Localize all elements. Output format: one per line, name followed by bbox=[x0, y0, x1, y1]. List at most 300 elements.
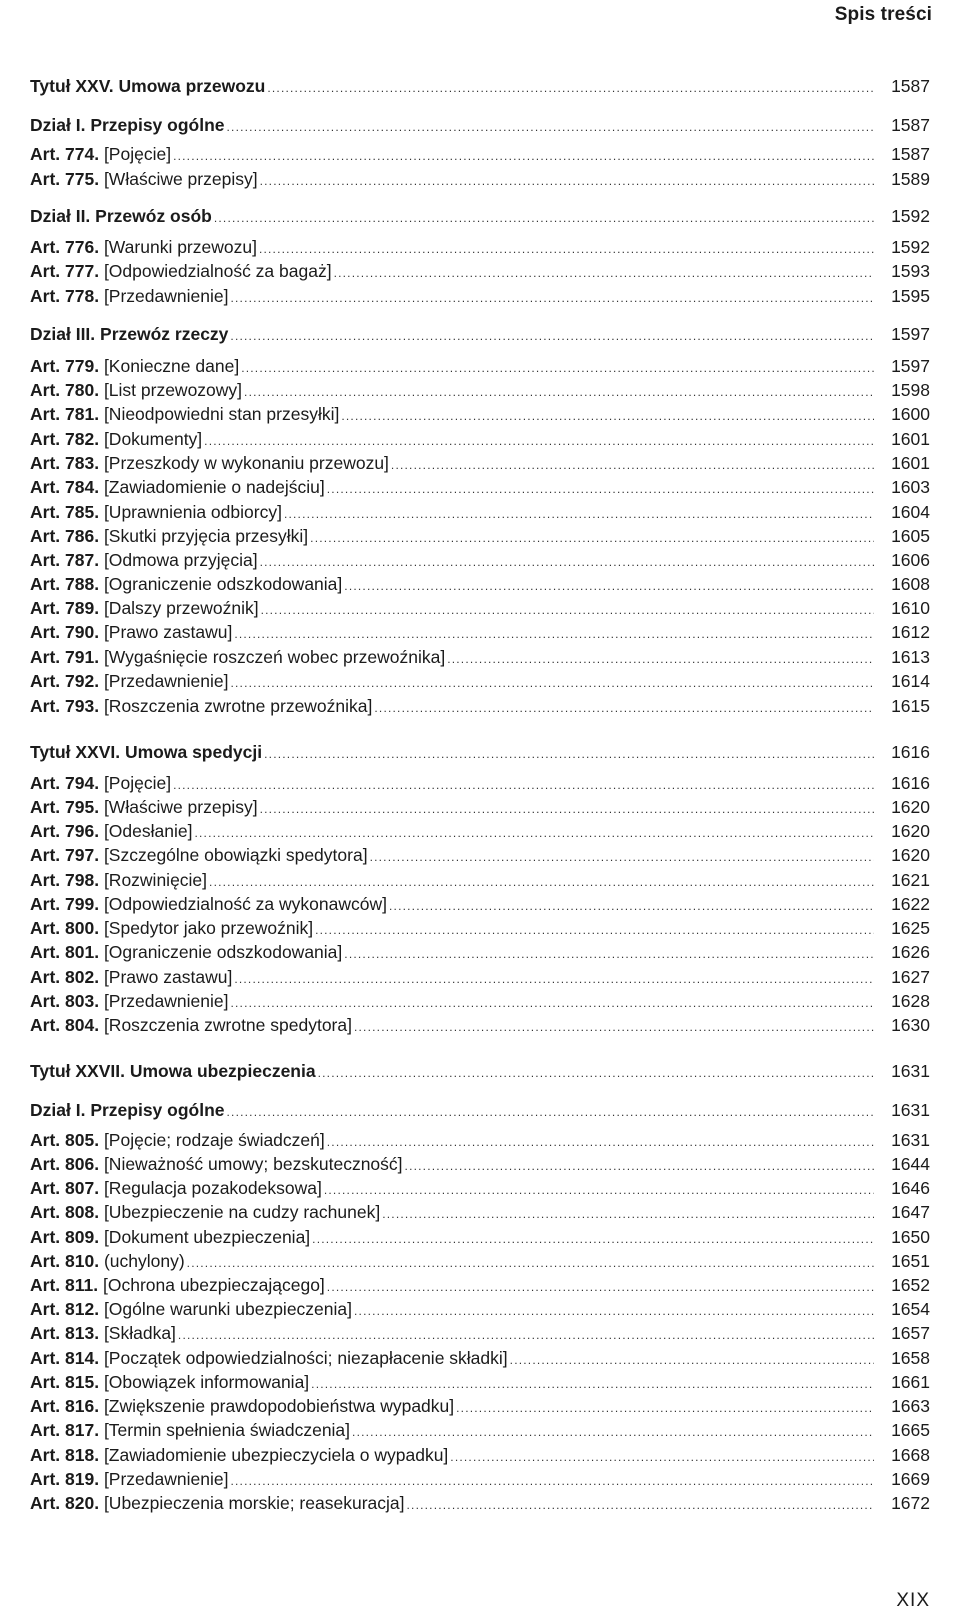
toc-entry[interactable] bbox=[30, 892, 930, 916]
toc-entry-title: [Odpowiedzialność za wykonawców] bbox=[103, 894, 387, 914]
toc-entry[interactable] bbox=[30, 771, 930, 795]
toc-entry-number: Art. 789. bbox=[30, 598, 100, 618]
toc-entry-number: Art. 813. bbox=[30, 1323, 100, 1343]
toc-entry-label bbox=[30, 669, 228, 693]
toc-entry[interactable] bbox=[30, 378, 930, 402]
toc-entry-page: 1608 bbox=[891, 574, 930, 594]
toc-entry-title: [Odesłanie] bbox=[103, 821, 193, 841]
toc-entry-title: [Odpowiedzialność za bagaż] bbox=[103, 261, 332, 281]
toc-entry-title: [Konieczne dane] bbox=[103, 356, 240, 376]
toc-entry-label bbox=[30, 113, 225, 137]
toc-entry[interactable] bbox=[30, 1128, 930, 1152]
toc-entry-title: [Ograniczenie odszkodowania] bbox=[103, 574, 343, 594]
toc-entry-title: [Termin spełnienia świadczenia] bbox=[103, 1420, 351, 1440]
dot-leader bbox=[318, 1061, 874, 1085]
toc-entry-title: [Przedawnienie] bbox=[103, 1469, 229, 1489]
toc-entry-number: Art. 807. bbox=[30, 1178, 100, 1198]
toc-entry-title: Przewóz rzeczy bbox=[100, 324, 229, 344]
toc-entry-label bbox=[30, 1249, 185, 1273]
toc-entry[interactable] bbox=[30, 1491, 930, 1515]
toc-entry-page: 1606 bbox=[891, 550, 930, 570]
toc-entry-title: [Obowiązek informowania] bbox=[103, 1372, 310, 1392]
toc-entry[interactable] bbox=[30, 204, 930, 228]
toc-entry-title: [Odmowa przyjęcia] bbox=[103, 550, 258, 570]
toc-entry[interactable] bbox=[30, 500, 930, 524]
toc-entry-label bbox=[30, 740, 262, 764]
toc-entry-page: 1592 bbox=[891, 237, 930, 257]
toc-entry-number: Art. 820. bbox=[30, 1493, 100, 1513]
toc-entry-label bbox=[30, 916, 313, 940]
toc-entry-number: Tytuł XXVII. bbox=[30, 1061, 125, 1081]
toc-entry-number: Art. 788. bbox=[30, 574, 100, 594]
toc-entry-page: 1597 bbox=[891, 324, 930, 344]
toc-entry[interactable] bbox=[30, 940, 930, 964]
dot-leader bbox=[389, 894, 874, 918]
toc-entry-page: 1593 bbox=[891, 261, 930, 281]
toc-entry[interactable] bbox=[30, 354, 930, 378]
toc-entry-title: [Prawo zastawu] bbox=[103, 967, 233, 987]
toc-entry-label bbox=[30, 259, 332, 283]
toc-entry[interactable] bbox=[30, 740, 930, 764]
toc-entry-page: 1669 bbox=[891, 1469, 930, 1489]
toc-entry-title: [Uprawnienia odbiorcy] bbox=[103, 502, 282, 522]
toc-entry[interactable] bbox=[30, 916, 930, 940]
toc-entry[interactable] bbox=[30, 620, 930, 644]
dot-leader bbox=[234, 622, 874, 646]
toc-entry[interactable] bbox=[30, 1273, 930, 1297]
toc-entry-title: [Prawo zastawu] bbox=[103, 622, 233, 642]
toc-entry-title: [Pojęcie; rodzaje świadczeń] bbox=[103, 1130, 325, 1150]
toc-entry[interactable] bbox=[30, 74, 930, 98]
toc-entry-title: Umowa przewozu bbox=[118, 76, 266, 96]
toc-entry-number: Art. 783. bbox=[30, 453, 100, 473]
toc-entry-label bbox=[30, 1098, 225, 1122]
toc-entry-title: [Zawiadomienie ubezpieczyciela o wypadku] bbox=[103, 1445, 449, 1465]
toc-entry-label bbox=[30, 1321, 176, 1345]
toc-entry-label bbox=[30, 572, 342, 596]
toc-entry-label bbox=[30, 645, 445, 669]
toc-entry-title: [Pojęcie] bbox=[103, 773, 172, 793]
dot-leader bbox=[227, 1100, 874, 1124]
toc-entry-label bbox=[30, 694, 372, 718]
toc-entry-number: Art. 776. bbox=[30, 237, 100, 257]
toc-entry-number: Art. 819. bbox=[30, 1469, 100, 1489]
toc-entry[interactable] bbox=[30, 1059, 930, 1083]
dot-leader bbox=[324, 1178, 874, 1202]
toc-entry-number: Art. 785. bbox=[30, 502, 100, 522]
toc-entry-page: 1587 bbox=[891, 76, 930, 96]
toc-entry[interactable] bbox=[30, 1370, 930, 1394]
dot-leader bbox=[352, 1420, 874, 1444]
toc-entry-label bbox=[30, 142, 171, 166]
dot-leader bbox=[391, 453, 874, 477]
toc-entry-title: [Ubezpieczenie na cudzy rachunek] bbox=[103, 1202, 381, 1222]
dot-leader bbox=[259, 237, 874, 261]
toc-entry-number: Dział I. bbox=[30, 115, 86, 135]
dot-leader bbox=[456, 1396, 874, 1420]
toc-entry[interactable] bbox=[30, 572, 930, 596]
toc-entry-number: Art. 795. bbox=[30, 797, 100, 817]
toc-entry-page: 1628 bbox=[891, 991, 930, 1011]
dot-leader bbox=[204, 429, 874, 453]
dot-leader bbox=[260, 169, 874, 193]
toc-entry-label bbox=[30, 868, 207, 892]
toc-entry-label bbox=[30, 1273, 325, 1297]
toc-entry-page: 1622 bbox=[891, 894, 930, 914]
toc-entry[interactable] bbox=[30, 1321, 930, 1345]
toc-entry-label bbox=[30, 940, 342, 964]
toc-entry-label bbox=[30, 1128, 325, 1152]
toc-entry-title: Umowa spedycji bbox=[124, 742, 263, 762]
toc-entry-title: [Przedawnienie] bbox=[103, 991, 229, 1011]
toc-entry-number: Art. 796. bbox=[30, 821, 100, 841]
dot-leader bbox=[227, 115, 874, 139]
toc-entry[interactable] bbox=[30, 1176, 930, 1200]
dot-leader bbox=[230, 324, 874, 348]
dot-leader bbox=[327, 477, 874, 501]
dot-leader bbox=[327, 1275, 874, 1299]
toc-entry-page: 1657 bbox=[891, 1323, 930, 1343]
toc-entry-number: Art. 809. bbox=[30, 1227, 100, 1247]
toc-entry-title: [Nieodpowiedni stan przesyłki] bbox=[103, 404, 340, 424]
toc-entry-title: [Skutki przyjęcia przesyłki] bbox=[103, 526, 309, 546]
dot-leader bbox=[194, 821, 874, 845]
toc-entry[interactable] bbox=[30, 645, 930, 669]
running-header: Spis treści bbox=[834, 4, 932, 25]
toc-entry-page: 1631 bbox=[891, 1061, 930, 1081]
toc-entry-page: 1587 bbox=[891, 144, 930, 164]
dot-leader bbox=[374, 696, 874, 720]
toc-entry-label bbox=[30, 1394, 454, 1418]
toc-entry-label bbox=[30, 989, 228, 1013]
dot-leader bbox=[344, 574, 874, 598]
toc-entry[interactable] bbox=[30, 989, 930, 1013]
toc-entry-label bbox=[30, 284, 228, 308]
toc-entry-page: 1620 bbox=[891, 797, 930, 817]
toc-entry[interactable] bbox=[30, 524, 930, 548]
toc-entry[interactable] bbox=[30, 1346, 930, 1370]
toc-entry-label bbox=[30, 1176, 322, 1200]
toc-entry[interactable] bbox=[30, 965, 930, 989]
dot-leader bbox=[230, 991, 874, 1015]
toc-entry-number: Art. 791. bbox=[30, 647, 100, 667]
toc-entry-number: Art. 800. bbox=[30, 918, 100, 938]
dot-leader bbox=[264, 742, 874, 766]
toc-entry-number: Art. 815. bbox=[30, 1372, 100, 1392]
dot-leader bbox=[344, 942, 874, 966]
toc-entry-title: [Nieważność umowy; bezskuteczność] bbox=[103, 1154, 403, 1174]
toc-entry-title: [Ochrona ubezpieczającego] bbox=[102, 1275, 325, 1295]
toc-entry-page: 1616 bbox=[891, 742, 930, 762]
toc-entry-page: 1592 bbox=[891, 206, 930, 226]
toc-entry-label bbox=[30, 475, 325, 499]
toc-entry-number: Tytuł XXVI. bbox=[30, 742, 121, 762]
toc-entry-title: [Dalszy przewoźnik] bbox=[103, 598, 259, 618]
toc-entry[interactable] bbox=[30, 1443, 930, 1467]
toc-entry-title: [Ubezpieczenia morskie; reasekuracja] bbox=[103, 1493, 405, 1513]
toc-entry-number: Dział I. bbox=[30, 1100, 86, 1120]
toc-entry-page: 1616 bbox=[891, 773, 930, 793]
toc-entry-number: Art. 799. bbox=[30, 894, 100, 914]
toc-entry-label bbox=[30, 819, 192, 843]
toc-entry-title: Przewóz osób bbox=[95, 206, 212, 226]
toc-entry-number: Art. 794. bbox=[30, 773, 100, 793]
dot-leader bbox=[407, 1493, 875, 1517]
toc-entry-page: 1631 bbox=[891, 1100, 930, 1120]
toc-entry-page: 1627 bbox=[891, 967, 930, 987]
toc-entry-page: 1598 bbox=[891, 380, 930, 400]
dot-leader bbox=[450, 1445, 874, 1469]
toc-entry-page: 1658 bbox=[891, 1348, 930, 1368]
toc-entry-label bbox=[30, 795, 258, 819]
toc-entry[interactable] bbox=[30, 1098, 930, 1122]
toc-entry[interactable] bbox=[30, 259, 930, 283]
toc-entry-page: 1665 bbox=[891, 1420, 930, 1440]
toc-entry-label bbox=[30, 1346, 508, 1370]
toc-entry-page: 1652 bbox=[891, 1275, 930, 1295]
toc-entry-page: 1605 bbox=[891, 526, 930, 546]
toc-entry-label bbox=[30, 354, 239, 378]
dot-leader bbox=[173, 144, 874, 168]
toc-entry-title: Umowa ubezpieczenia bbox=[129, 1061, 316, 1081]
page-folio: XIX bbox=[896, 1590, 930, 1611]
toc-entry-title: [Ograniczenie odszkodowania] bbox=[103, 942, 343, 962]
toc-entry-title: Przepisy ogólne bbox=[90, 115, 225, 135]
toc-entry-label bbox=[30, 892, 387, 916]
toc-entry-number: Art. 779. bbox=[30, 356, 100, 376]
toc-entry-title: [Zwiększenie prawdopodobieństwa wypadku] bbox=[103, 1396, 455, 1416]
toc-entry-title: [Dokument ubezpieczenia] bbox=[103, 1227, 311, 1247]
dot-leader bbox=[260, 797, 874, 821]
dot-leader bbox=[510, 1348, 874, 1372]
toc-entry-page: 1601 bbox=[891, 453, 930, 473]
toc-entry[interactable] bbox=[30, 1225, 930, 1249]
toc-entry-number: Art. 793. bbox=[30, 696, 100, 716]
toc-entry-title: [Właściwe przepisy] bbox=[103, 169, 258, 189]
toc-entry-label bbox=[30, 378, 242, 402]
dot-leader bbox=[334, 261, 874, 285]
toc-entry-label bbox=[30, 1013, 352, 1037]
toc-entry-page: 1646 bbox=[891, 1178, 930, 1198]
toc-entry-page: 1604 bbox=[891, 502, 930, 522]
toc-entry[interactable] bbox=[30, 142, 930, 166]
dot-leader bbox=[260, 550, 874, 574]
toc-entry-label bbox=[30, 1200, 380, 1224]
toc-entry-page: 1610 bbox=[891, 598, 930, 618]
toc-entry[interactable] bbox=[30, 669, 930, 693]
dot-leader bbox=[230, 671, 874, 695]
toc-entry-number: Art. 775. bbox=[30, 169, 100, 189]
toc-entry-number: Art. 782. bbox=[30, 429, 100, 449]
toc-entry-title: [Dokumenty] bbox=[103, 429, 203, 449]
toc-entry-label bbox=[30, 1467, 228, 1491]
toc-entry-label bbox=[30, 427, 202, 451]
toc-entry-label bbox=[30, 204, 212, 228]
toc-entry-number: Art. 801. bbox=[30, 942, 100, 962]
dot-leader bbox=[370, 845, 874, 869]
toc-entry-page: 1614 bbox=[891, 671, 930, 691]
toc-entry-number: Art. 792. bbox=[30, 671, 100, 691]
toc-entry-title: (uchylony) bbox=[103, 1251, 185, 1271]
toc-entry[interactable] bbox=[30, 451, 930, 475]
toc-entry-number: Art. 802. bbox=[30, 967, 100, 987]
toc-entry-title: [Wygaśnięcie roszczeń wobec przewoźnika] bbox=[103, 647, 446, 667]
toc-entry-label bbox=[30, 965, 232, 989]
toc-entry-page: 1661 bbox=[891, 1372, 930, 1392]
toc-entry-title: [Szczególne obowiązki spedytora] bbox=[103, 845, 368, 865]
toc-entry[interactable] bbox=[30, 1467, 930, 1491]
toc-entry-title: [Przedawnienie] bbox=[103, 671, 229, 691]
toc-entry-number: Tytuł XXV. bbox=[30, 76, 114, 96]
toc-entry-page: 1595 bbox=[891, 286, 930, 306]
toc-entry[interactable] bbox=[30, 235, 930, 259]
dot-leader bbox=[173, 773, 874, 797]
toc-entry-number: Art. 787. bbox=[30, 550, 100, 570]
toc-entry-number: Art. 803. bbox=[30, 991, 100, 1011]
toc-entry-label bbox=[30, 843, 368, 867]
toc-entry[interactable] bbox=[30, 113, 930, 137]
toc-entry-label bbox=[30, 1059, 316, 1083]
toc-entry[interactable] bbox=[30, 1418, 930, 1442]
toc-entry[interactable] bbox=[30, 868, 930, 892]
toc-entry-page: 1651 bbox=[891, 1251, 930, 1271]
dot-leader bbox=[178, 1323, 874, 1347]
toc-entry-label bbox=[30, 167, 258, 191]
dot-leader bbox=[310, 526, 874, 550]
toc-entry-number: Art. 774. bbox=[30, 144, 100, 164]
toc-entry-page: 1650 bbox=[891, 1227, 930, 1247]
toc-entry-page: 1672 bbox=[891, 1493, 930, 1513]
dot-leader bbox=[405, 1154, 874, 1178]
toc-entry-title: [Przedawnienie] bbox=[103, 286, 229, 306]
toc-entry[interactable] bbox=[30, 167, 930, 191]
toc-entry-page: 1631 bbox=[891, 1130, 930, 1150]
toc-entry-number: Art. 777. bbox=[30, 261, 100, 281]
toc-entry-page: 1626 bbox=[891, 942, 930, 962]
toc-entry-number: Art. 818. bbox=[30, 1445, 100, 1465]
toc-entry-title: [Składka] bbox=[103, 1323, 176, 1343]
toc-entry-page: 1620 bbox=[891, 821, 930, 841]
toc-entry[interactable] bbox=[30, 475, 930, 499]
toc-entry-label bbox=[30, 402, 339, 426]
toc-entry[interactable] bbox=[30, 427, 930, 451]
toc-entry[interactable] bbox=[30, 284, 930, 308]
toc-entry-number: Art. 816. bbox=[30, 1396, 100, 1416]
toc-entry-title: [Pojęcie] bbox=[103, 144, 172, 164]
toc-entry-label bbox=[30, 548, 258, 572]
toc-entry-number: Dział III. bbox=[30, 324, 96, 344]
toc-entry[interactable] bbox=[30, 795, 930, 819]
toc-entry-label bbox=[30, 1443, 448, 1467]
toc-entry-title: [Rozwinięcie] bbox=[103, 870, 208, 890]
dot-leader bbox=[354, 1015, 874, 1039]
toc-entry-number: Art. 810. bbox=[30, 1251, 100, 1271]
toc-entry-label bbox=[30, 451, 389, 475]
toc-entry-page: 1630 bbox=[891, 1015, 930, 1035]
toc-entry[interactable] bbox=[30, 843, 930, 867]
toc-entry-number: Art. 811. bbox=[30, 1275, 99, 1295]
toc-entry-label bbox=[30, 620, 232, 644]
toc-entry-number: Art. 817. bbox=[30, 1420, 100, 1440]
toc-entry-number: Art. 804. bbox=[30, 1015, 100, 1035]
toc-entry-page: 1613 bbox=[891, 647, 930, 667]
toc-entry-page: 1612 bbox=[891, 622, 930, 642]
toc-entry-number: Art. 781. bbox=[30, 404, 100, 424]
dot-leader bbox=[382, 1202, 874, 1226]
toc-entry[interactable] bbox=[30, 1013, 930, 1037]
toc-entry-page: 1647 bbox=[891, 1202, 930, 1222]
dot-leader bbox=[284, 502, 874, 526]
toc-entry[interactable] bbox=[30, 402, 930, 426]
dot-leader bbox=[354, 1299, 874, 1323]
toc-entry-label bbox=[30, 596, 259, 620]
dot-leader bbox=[214, 206, 874, 230]
toc-entry[interactable] bbox=[30, 322, 930, 346]
toc-entry-title: [Roszczenia zwrotne przewoźnika] bbox=[103, 696, 373, 716]
toc-entry-label bbox=[30, 1491, 405, 1515]
dot-leader bbox=[315, 918, 874, 942]
dot-leader bbox=[234, 967, 874, 991]
toc-entry-title: Przepisy ogólne bbox=[90, 1100, 225, 1120]
toc-entry-page: 1620 bbox=[891, 845, 930, 865]
toc-entry-page: 1615 bbox=[891, 696, 930, 716]
toc-entry[interactable] bbox=[30, 1152, 930, 1176]
toc-entry-number: Art. 812. bbox=[30, 1299, 100, 1319]
toc-entry-number: Art. 790. bbox=[30, 622, 100, 642]
toc-entry-title: [Spedytor jako przewoźnik] bbox=[103, 918, 314, 938]
toc-entry[interactable] bbox=[30, 548, 930, 572]
dot-leader bbox=[230, 286, 874, 310]
toc-entry-page: 1621 bbox=[891, 870, 930, 890]
toc-entry-number: Art. 814. bbox=[30, 1348, 100, 1368]
toc-entry-number: Art. 805. bbox=[30, 1130, 100, 1150]
toc-entry-number: Art. 786. bbox=[30, 526, 100, 546]
toc-entry[interactable] bbox=[30, 694, 930, 718]
toc-entry-label bbox=[30, 500, 282, 524]
toc-entry-label bbox=[30, 524, 308, 548]
toc-entry-number: Art. 778. bbox=[30, 286, 100, 306]
toc-entry-page: 1587 bbox=[891, 115, 930, 135]
toc-entry-label bbox=[30, 771, 171, 795]
toc-entry-page: 1654 bbox=[891, 1299, 930, 1319]
toc-entry-title: [Zawiadomienie o nadejściu] bbox=[103, 477, 325, 497]
toc-entry[interactable] bbox=[30, 596, 930, 620]
dot-leader bbox=[187, 1251, 874, 1275]
toc-entry[interactable] bbox=[30, 819, 930, 843]
toc-entry-label bbox=[30, 1297, 352, 1321]
toc-entry-number: Art. 798. bbox=[30, 870, 100, 890]
toc-entry-number: Art. 806. bbox=[30, 1154, 100, 1174]
toc-entry-page: 1601 bbox=[891, 429, 930, 449]
dot-leader bbox=[261, 598, 874, 622]
dot-leader bbox=[327, 1130, 874, 1154]
toc-entry-page: 1644 bbox=[891, 1154, 930, 1174]
toc-entry[interactable] bbox=[30, 1297, 930, 1321]
toc-entry-label bbox=[30, 235, 257, 259]
toc-entry[interactable] bbox=[30, 1249, 930, 1273]
toc-entry[interactable] bbox=[30, 1394, 930, 1418]
toc-entry-page: 1597 bbox=[891, 356, 930, 376]
dot-leader bbox=[230, 1469, 874, 1493]
toc-entry[interactable] bbox=[30, 1200, 930, 1224]
toc-entry-title: [Początek odpowiedzialności; niezapłacenie składki] bbox=[103, 1348, 508, 1368]
toc-entry-label bbox=[30, 1225, 310, 1249]
toc-entry-label bbox=[30, 74, 265, 98]
toc-entry-number: Dział II. bbox=[30, 206, 91, 226]
dot-leader bbox=[447, 647, 874, 671]
toc-entry-page: 1668 bbox=[891, 1445, 930, 1465]
toc-entry-page: 1625 bbox=[891, 918, 930, 938]
